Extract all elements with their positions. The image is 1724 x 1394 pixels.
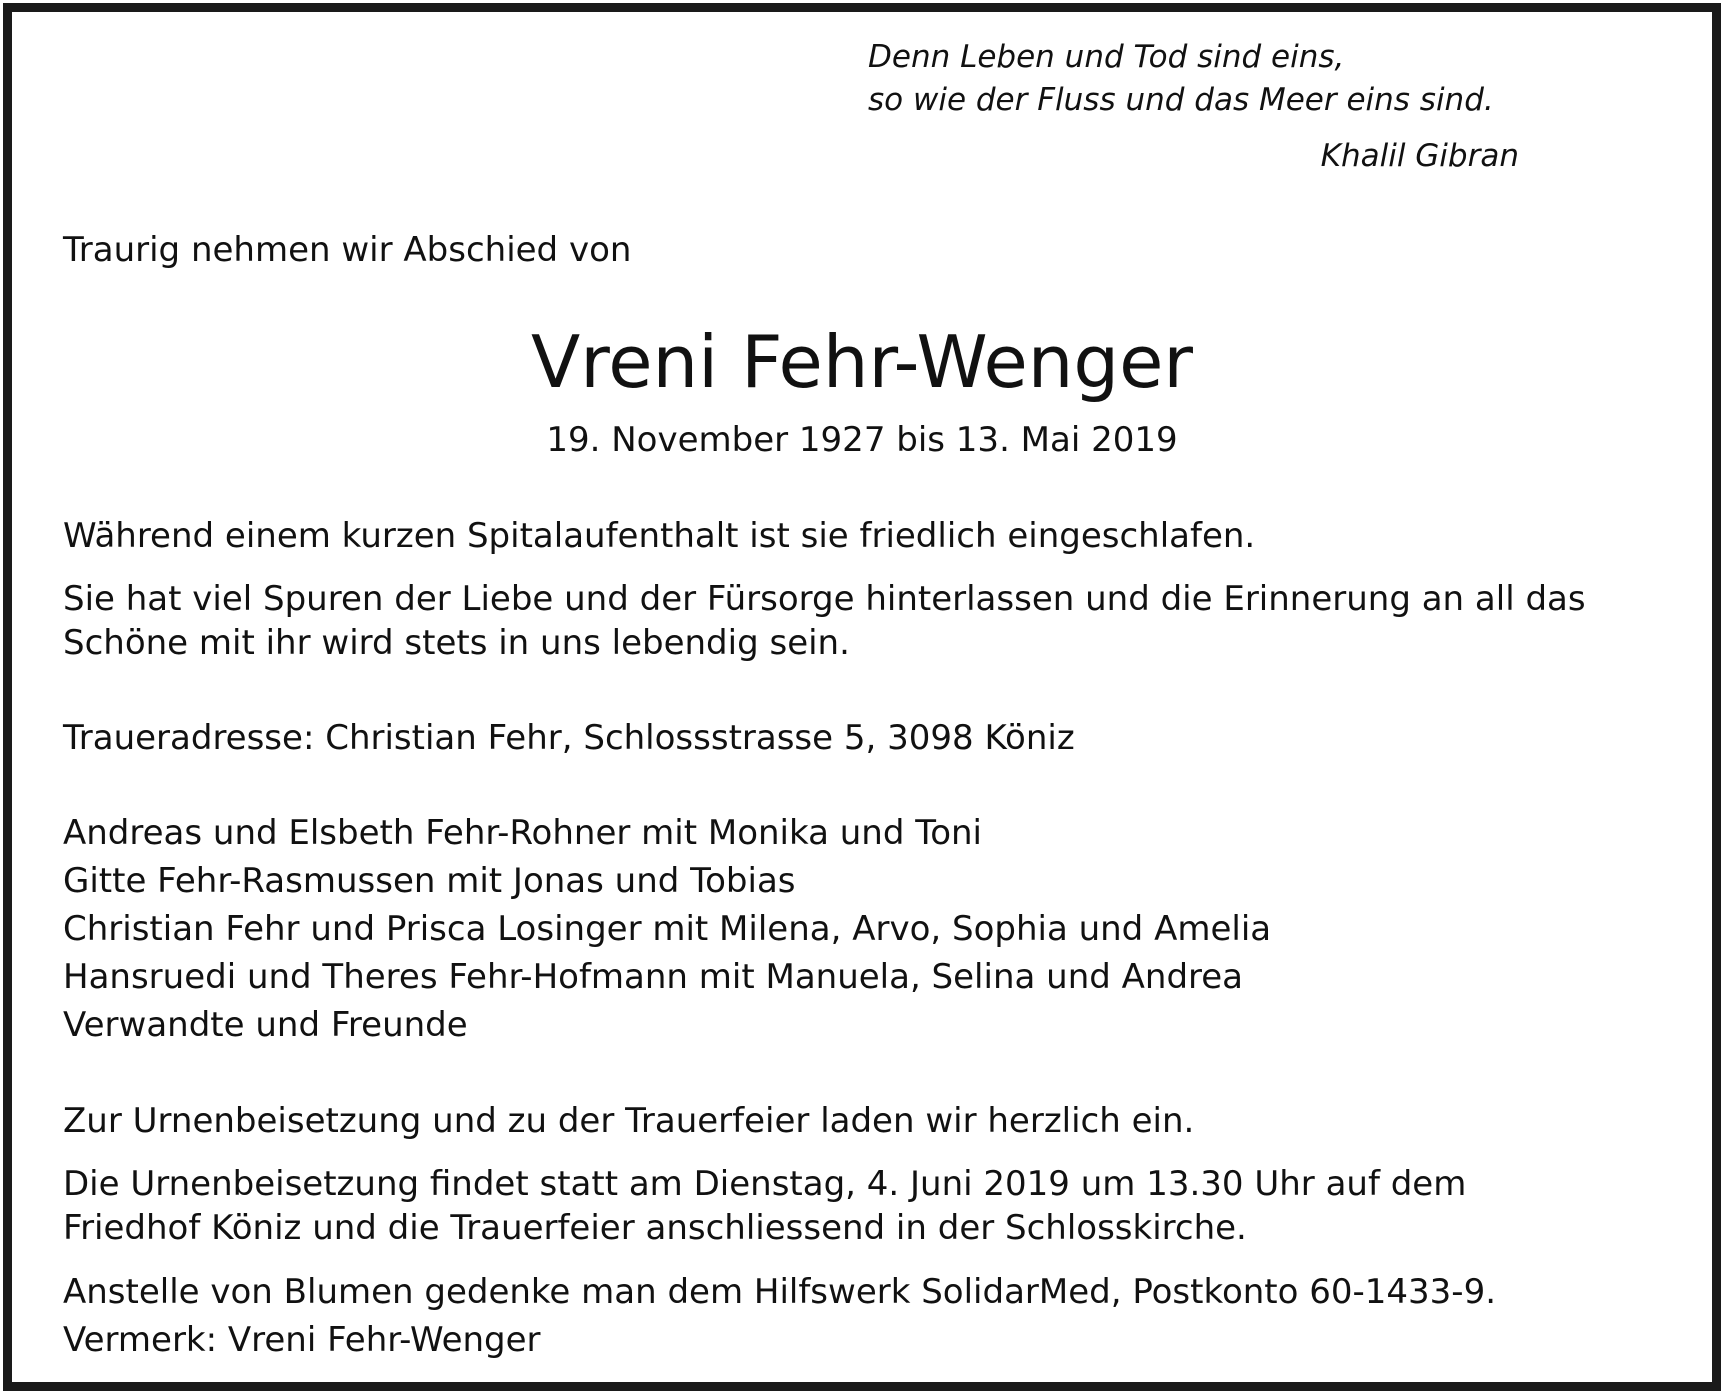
mourner-line: Verwandte und Freunde [63, 1005, 468, 1045]
paragraph-legacy-line-2: Schöne mit ihr wird stets in uns lebendig sein. [63, 623, 850, 663]
paragraph-passing: Während einem kurzen Spitalaufenthalt ist sie friedlich eingeschlafen. [63, 516, 1256, 556]
mourner-line: Hansruedi und Theres Fehr-Hofmann mit Manuela, Selina und Andrea [63, 957, 1244, 997]
ceremony-invite: Zur Urnenbeisetzung und zu der Trauerfeier laden wir herzlich ein. [63, 1101, 1195, 1141]
donation-line-2: Vermerk: Vreni Fehr-Wenger [63, 1320, 541, 1360]
mourner-line: Christian Fehr und Prisca Losinger mit Milena, Arvo, Sophia und Amelia [63, 909, 1272, 949]
quote-line-2: so wie der Fluss und das Meer eins sind. [868, 82, 1494, 118]
mourner-line: Gitte Fehr-Rasmussen mit Jonas und Tobias [63, 861, 796, 901]
mourner-line: Andreas und Elsbeth Fehr-Rohner mit Monika und Toni [63, 813, 982, 853]
quote-author: Khalil Gibran [1320, 138, 1519, 174]
ceremony-details-line-1: Die Urnenbeisetzung findet statt am Dienstag, 4. Juni 2019 um 13.30 Uhr auf dem [63, 1164, 1467, 1204]
donation-line-1: Anstelle von Blumen gedenke man dem Hilfswerk SolidarMed, Postkonto 60-1433-9. [63, 1272, 1497, 1312]
mourning-address: Traueradresse: Christian Fehr, Schlossstrasse 5, 3098 Köniz [63, 718, 1075, 758]
ceremony-details-line-2: Friedhof Köniz und die Trauerfeier anschliessend in der Schlosskirche. [63, 1208, 1247, 1248]
paragraph-legacy-line-1: Sie hat viel Spuren der Liebe und der Fürsorge hinterlassen und die Erinnerung an all das [63, 579, 1586, 619]
deceased-name: Vreni Fehr-Wenger [530, 320, 1194, 404]
life-dates: 19. November 1927 bis 13. Mai 2019 [546, 420, 1178, 460]
intro-text: Traurig nehmen wir Abschied von [63, 230, 632, 270]
quote-line-1: Denn Leben und Tod sind eins, [868, 39, 1345, 75]
